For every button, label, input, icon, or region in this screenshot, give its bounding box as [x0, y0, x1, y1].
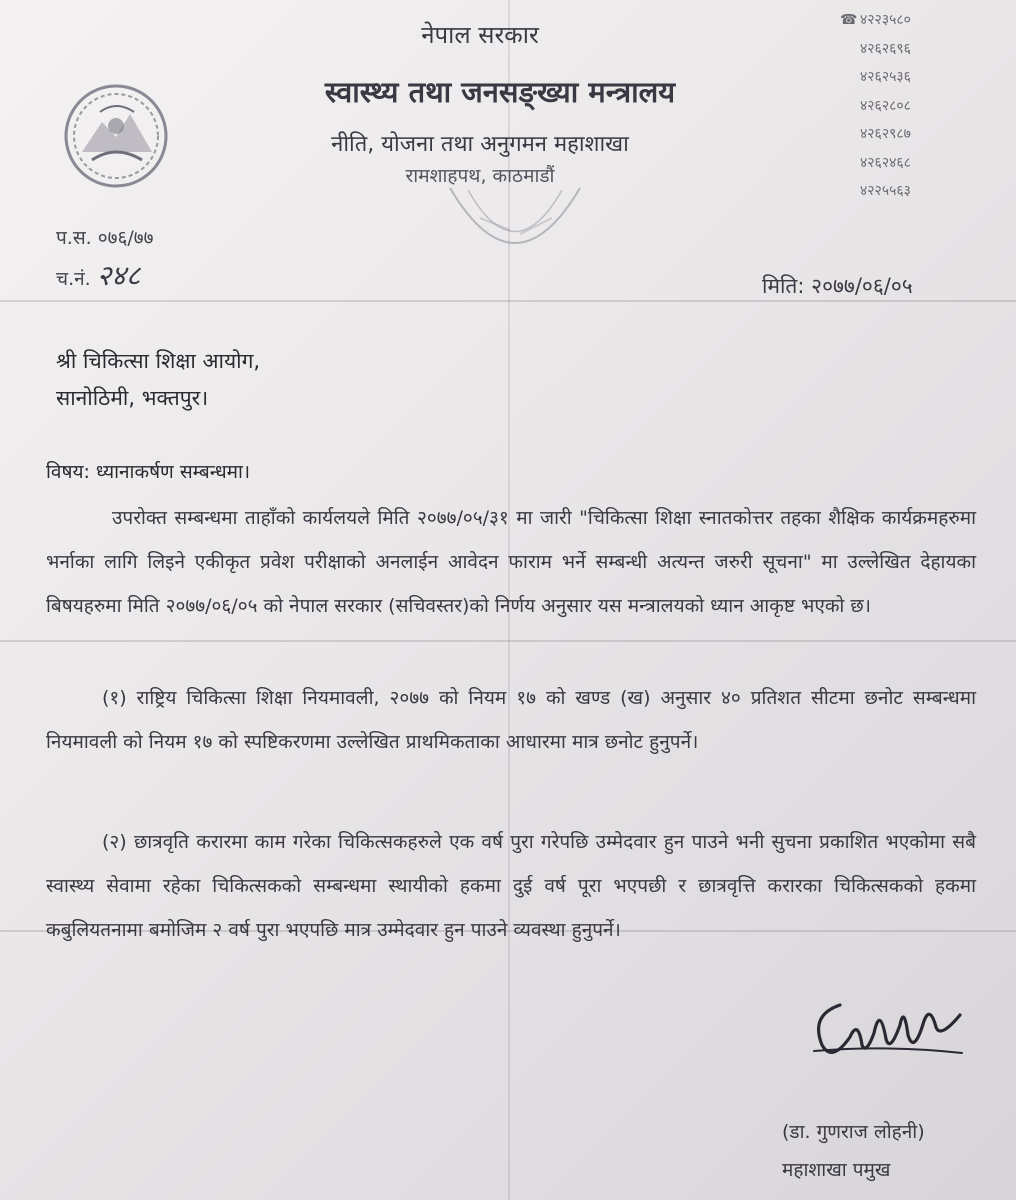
- telephone-icon: ☎: [840, 12, 858, 28]
- dispatch-number-line: [56, 256, 140, 294]
- phone-number: ४२६२४६८: [860, 154, 911, 171]
- addressee-line-1: श्री चिकित्सा शिक्षा आयोग,: [56, 349, 261, 373]
- letter-number: प.स. ०७६/७७: [56, 227, 154, 249]
- phone-row: [840, 63, 980, 92]
- signatory-name: (डा. गुणराज लोहनी): [782, 1121, 925, 1143]
- office-address: रामशाहपथ, काठमाडौं: [405, 165, 555, 187]
- phone-number: ४२६२८०८: [860, 97, 911, 114]
- phone-row: [840, 6, 980, 35]
- phone-row: [840, 177, 980, 206]
- signatory-designation: महाशाखा पमुख: [782, 1159, 891, 1181]
- body-point-1: (१) राष्ट्रिय चिकित्सा शिक्षा नियमावली, २०७७ को नियम १७ को खण्ड (ख) अनुसार ४० प्रतिशत सीटमा छनोट सम्बन्धमा नियमावली को नियम १७ को स्पष्टिकरणमा उल्लेखित प्राथमिकताका आधारमा मात्र छनोट हुनुपर्ने।: [46, 687, 976, 753]
- body-point-2: (२) छात्रवृति करारमा काम गरेका चिकित्सकहरुले एक वर्ष पुरा गरेपछि उम्मेदवार हुन पाउने भनी सुचना प्रकाशित भएकोमा सबै स्वास्थ्य सेवामा रहेका चिकित्सकको सम्बन्धमा स्थायीको हकमा दुई वर्ष पूरा भएपछी र छात्रवृत्ति करारका चिकित्सकको हकमा कबुलियतनामा बमोजिम २ वर्ष पुरा भएपछि मात्र उम्मेदवार हुन पाउने व्यवस्था हुनुपर्ने।: [46, 831, 976, 941]
- phone-number: ४२६२६९६: [860, 40, 911, 57]
- letter-subject: विषय: ध्यानाकर्षण सम्बन्धमा।: [46, 461, 251, 483]
- handwritten-signature: [800, 975, 970, 1065]
- letter-date: मिति: २०७७/०६/०५: [762, 274, 913, 298]
- phone-number: ४२६२९८७: [860, 126, 911, 142]
- dispatch-number: २४८: [96, 259, 141, 292]
- government-heading: नेपाल सरकार: [421, 21, 539, 49]
- phone-list: [840, 6, 980, 206]
- dispatch-label: च.नं.: [56, 268, 91, 290]
- phone-number: ४२२३५८०: [860, 12, 911, 28]
- division-heading: नीति, योजना तथा अनुगमन महाशाखा: [331, 132, 629, 157]
- phone-number: ४२६२५३६: [860, 69, 911, 85]
- ministry-heading: स्वास्थ्य तथा जनसङ्ख्या मन्त्रालय: [324, 75, 676, 109]
- phone-row: [840, 120, 980, 149]
- phone-number: ४२२५५६३: [860, 183, 911, 199]
- phone-row: [840, 149, 980, 178]
- phone-row: [840, 35, 980, 64]
- body-paragraph-1: उपरोक्त सम्बन्धमा ताहाँको कार्यलयले मिति २०७७/०५/३१ मा जारी "चिकित्सा शिक्षा स्नातकोत्तर तहका शैक्षिक कार्यक्रमहरुमा भर्नाका लागि लिइने एकीकृत प्रवेश परीक्षाको अनलाईन आवेदन फाराम भर्ने सम्बन्धी अत्यन्त जरुरी सूचना" मा उल्लेखित देहायका बिषयहरुमा मिति २०७७/०६/०५ को नेपाल सरकार (सचिवस्तर)को निर्णय अनुसार यस मन्त्रालयको ध्यान आकृष्ट भएको छ।: [46, 507, 976, 617]
- nepal-emblem-icon: [62, 82, 170, 190]
- phone-row: [840, 92, 980, 121]
- addressee-line-2: सानोठिमी, भक्तपुर।: [56, 386, 209, 410]
- office-stamp-icon: [440, 168, 590, 278]
